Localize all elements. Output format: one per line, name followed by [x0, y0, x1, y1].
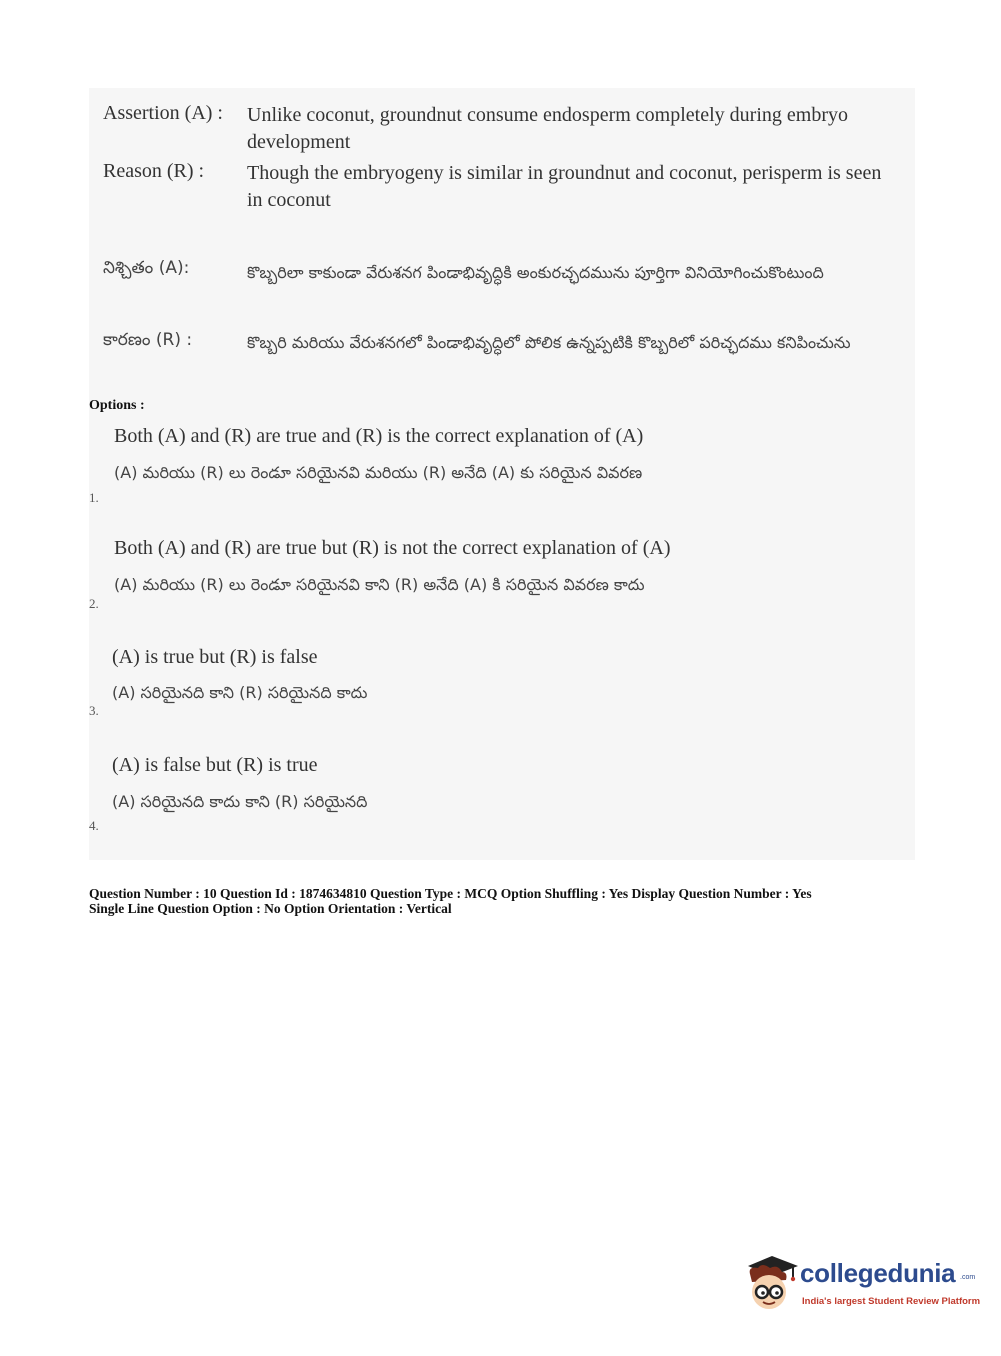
- option-2-text-telugu[interactable]: (A) మరియు (R) లు రెండూ సరియైనవి కాని (R) అనేది (A) కి సరియైన వివరణ కాదు: [114, 575, 645, 594]
- logo-tagline: India's largest Student Review Platform: [802, 1296, 981, 1307]
- reason-label-telugu: కారణం (R) :: [103, 330, 193, 350]
- collegedunia-logo[interactable]: [742, 1252, 981, 1316]
- reason-label: Reason (R) :: [103, 160, 205, 182]
- option-4-text[interactable]: (A) is false but (R) is true: [112, 754, 318, 776]
- option-1-text[interactable]: Both (A) and (R) are true and (R) is the correct explanation of (A): [114, 425, 644, 447]
- option-2-number: 2.: [89, 596, 99, 611]
- option-4-number: 4.: [89, 818, 99, 833]
- option-3-text-telugu[interactable]: (A) సరియైనది కాని (R) సరియైనది కాదు: [112, 683, 368, 702]
- option-4-text-telugu[interactable]: (A) సరియైనది కాదు కాని (R) సరియైనది: [112, 792, 368, 811]
- logo-suffix: .com: [960, 1274, 976, 1281]
- option-3-text[interactable]: (A) is true but (R) is false: [112, 646, 318, 668]
- option-3-number: 3.: [89, 703, 99, 718]
- logo-wordmark: collegedunia: [800, 1258, 956, 1288]
- reason-text-telugu: కొబ్బరి మరియు వేరుశనగలో పిండాభివృద్ధిలో పోలిక ఉన్నప్పటికి కొబ్బరిలో పరిచ్ఛదము కనిపించును: [247, 333, 851, 352]
- option-2-text[interactable]: Both (A) and (R) are true but (R) is not the correct explanation of (A): [114, 537, 671, 559]
- assertion-text: Unlike coconut, groundnut consume endosperm completely during embryo development: [247, 104, 848, 153]
- option-1-text-telugu[interactable]: (A) మరియు (R) లు రెండూ సరియైనవి మరియు (R) అనేది (A) కు సరియైన వివరణ: [114, 463, 643, 482]
- metadata-line-2: Single Line Question Option : No Option Orientation : Vertical: [89, 901, 452, 916]
- assertion-label: Assertion (A) :: [103, 102, 223, 124]
- reason-text: Though the embryogeny is similar in groundnut and coconut, perisperm is seen in coconut: [247, 162, 882, 211]
- assertion-label-telugu: నిశ్చితం (A):: [103, 258, 190, 278]
- option-1-number: 1.: [89, 490, 99, 505]
- question-metadata: [89, 886, 812, 916]
- metadata-line-1: Question Number : 10 Question Id : 1874634810 Question Type : MCQ Option Shuffling : Yes Display Question Number : Yes: [89, 886, 812, 901]
- mascot-icon: [742, 1252, 802, 1316]
- options-heading: Options :: [89, 398, 145, 413]
- assertion-text-telugu: కొబ్బరిలా కాకుండా వేరుశనగ పిండాభివృద్ధికి అంకురచ్ఛదమును పూర్తిగా వినియోగించుకొంటుంది: [247, 263, 824, 282]
